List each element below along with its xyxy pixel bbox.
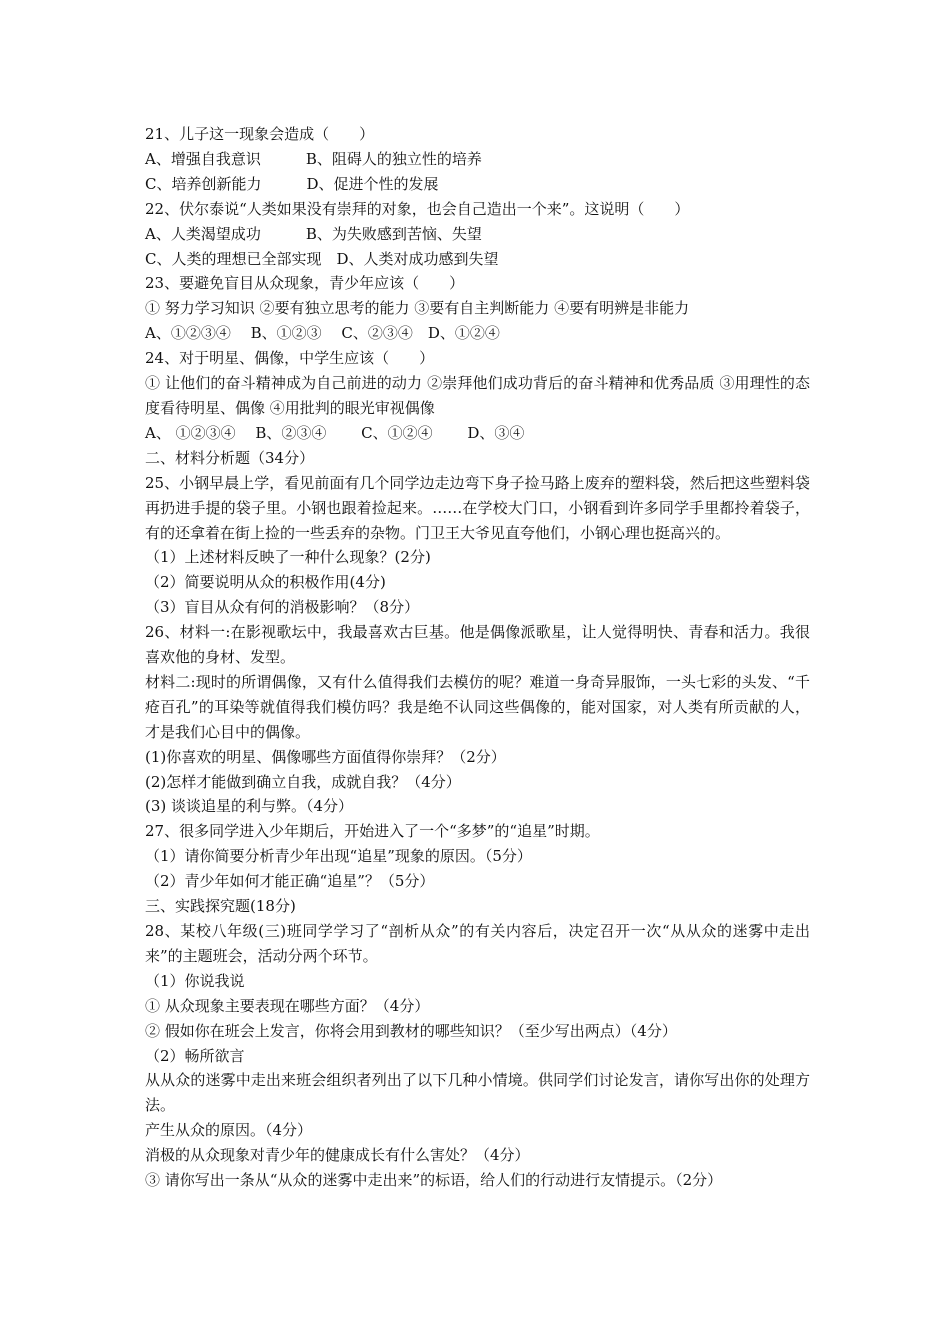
question-28-part-1-a: ① 从众现象主要表现在哪些方面？（4分） [145, 996, 430, 1015]
question-26-material-1: 26、材料一:在影视歌坛中，我最喜欢古巨基。他是偶像派歌星，让人觉得明快、青春和活力。我很喜欢他的身材、发型。 [145, 623, 810, 667]
question-28-part-2-b: 消极的从众现象对青少年的健康成长有什么害处？（4分） [145, 1146, 530, 1165]
question-22: 22、伏尔泰说“人类如果没有崇拜的对象，也会自己造出一个来”。这说明（ ） [145, 199, 690, 218]
question-24-statements: ① 让他们的奋斗精神成为自己前进的动力 ②崇拜他们成功背后的奋斗精神和优秀品质 ③用理性的态度看待明星、偶像 ④用批判的眼光审视偶像 [145, 374, 810, 417]
question-28-part-2-c: ③ 请你写出一条从“从众的迷雾中走出来”的标语，给人们的行动进行友情提示。（2分） [145, 1171, 723, 1190]
question-25-part-3: （3）盲目从众有何的消极影响？（8分） [145, 598, 420, 617]
question-21-options-ab: A、增强自我意识 B、阻碍人的独立性的培养 [145, 149, 482, 168]
question-26-part-1: (1)你喜欢的明星、偶像哪些方面值得你崇拜？（2分） [145, 747, 506, 766]
question-26-part-3: (3) 谈谈追星的利与弊。（4分） [145, 797, 354, 816]
question-28-part-2-intro: 从从众的迷雾中走出来班会组织者列出了以下几种小情境。供同学们讨论发言，请你写出你的处理方法。 [145, 1071, 810, 1115]
question-23-choices: A、①②③④ B、①②③ C、②③④ D、①②④ [145, 324, 500, 343]
section-2-heading: 二、材料分析题（34分） [145, 448, 315, 467]
question-22-options-ab: A、人类渴望成功 B、为失败感到苦恼、失望 [145, 224, 482, 243]
question-25-material: 25、小钢早晨上学，看见前面有几个同学边走边弯下身子捡马路上废弃的塑料袋，然后把这些塑料袋再扔进手提的袋子里。小钢也跟着捡起来。……在学校大门口，小钢看到许多同学手里都拎着袋子，有的还拿着在街上捡的一些丢弃的杂物。门卫王大爷见直夸他们，小钢心理也挺高兴的。 [145, 473, 810, 542]
question-23-statements: ① 努力学习知识 ②要有独立思考的能力 ③要有自主判断能力 ④要有明辨是非能力 [145, 299, 690, 318]
section-3-heading: 三、实践探究题(18分) [145, 897, 296, 916]
question-28-part-1-b: ② 假如你在班会上发言，你将会用到教材的哪些知识？（至少写出两点）（4分） [145, 1021, 677, 1040]
question-21-options-cd: C、培养创新能力 D、促进个性的发展 [145, 174, 439, 193]
question-25-part-1: （1）上述材料反映了一种什么现象？(2分) [145, 548, 431, 567]
question-21: 21、儿子这一现象会造成（ ） [145, 125, 375, 143]
question-27: 27、很多同学进入少年期后，开始进入了一个“多梦”的“追星”时期。 [145, 822, 600, 841]
question-25-part-2: （2）简要说明从众的积极作用(4分) [145, 573, 386, 592]
question-22-options-cd: C、人类的理想已全部实现 D、人类对成功感到失望 [145, 249, 499, 268]
question-28-part-2: （2）畅所欲言 [145, 1046, 245, 1065]
exam-page [145, 122, 810, 1193]
question-28-part-2-a: 产生从众的原因。（4分） [145, 1121, 313, 1140]
question-23: 23、要避免盲目从众现象，青少年应该（ ） [145, 274, 465, 293]
question-28: 28、某校八年级(三)班同学学习了“剖析从众”的有关内容后，决定召开一次“从从众的迷雾中走出来”的主题班会，活动分两个环节。 [145, 922, 810, 965]
question-27-part-1: （1）请你简要分析青少年出现“追星”现象的原因。（5分） [145, 847, 532, 866]
question-27-part-2: （2）青少年如何才能正确“追星”？（5分） [145, 872, 435, 891]
question-24-choices: A、 ①②③④ B、②③④ C、①②④ D、③④ [145, 423, 525, 442]
question-26-material-2: 材料二:现时的所谓偶像，又有什么值得我们去模仿的呢？难道一身奇异服饰，一头七彩的头发、“千疮百孔”的耳染等就值得我们模仿吗？我是绝不认同这些偶像的，能对国家，对人类有所贡献的人，才是我们心目中的偶像。 [145, 672, 810, 741]
question-24: 24、对于明星、偶像，中学生应该（ ） [145, 349, 435, 368]
question-28-part-1: （1）你说我说 [145, 971, 245, 990]
question-26-part-2: (2)怎样才能做到确立自我，成就自我？（4分） [145, 772, 461, 791]
